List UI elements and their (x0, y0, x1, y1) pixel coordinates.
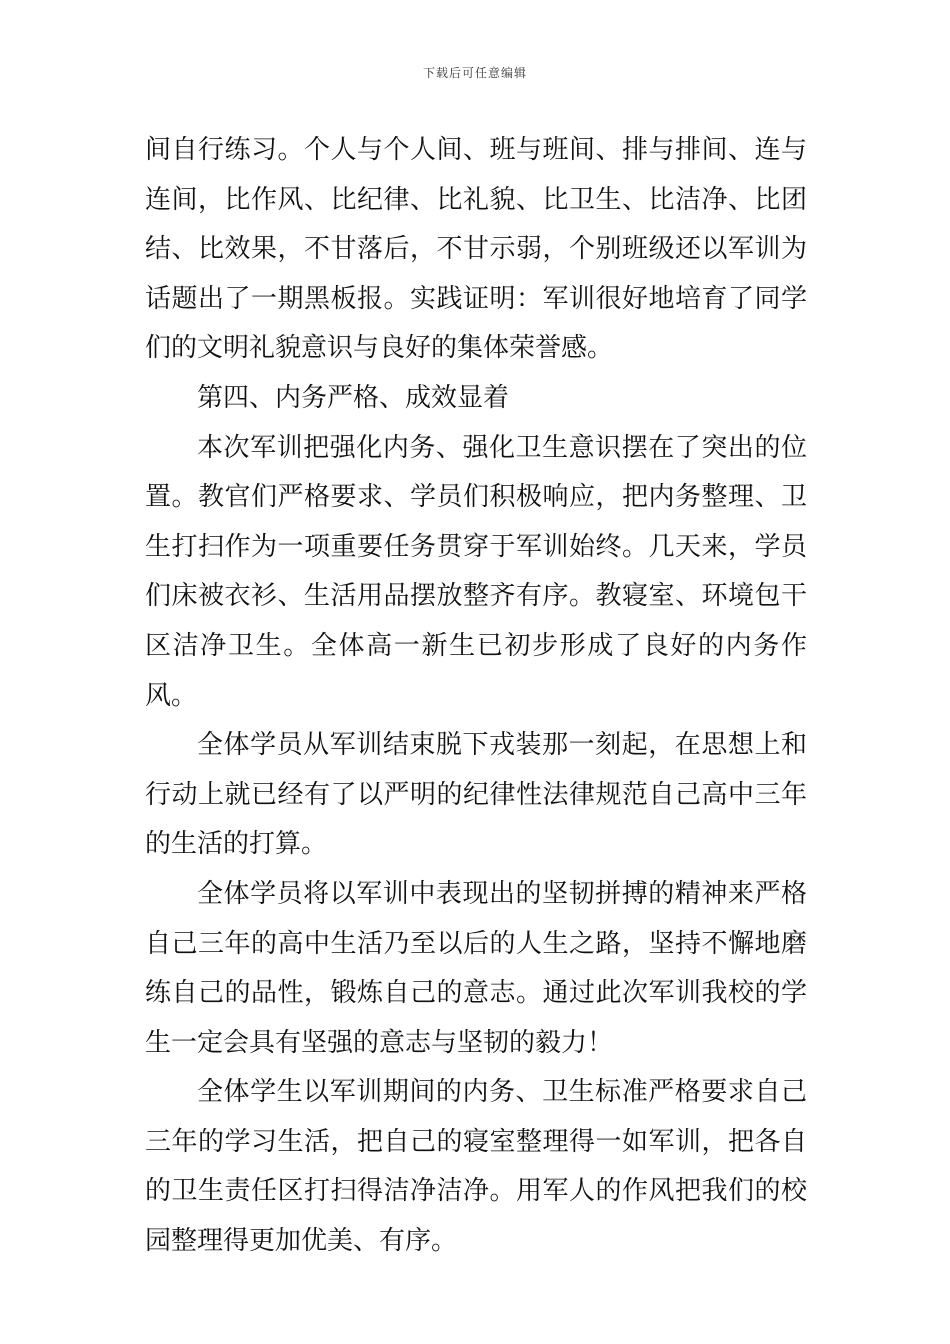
document-body (145, 126, 807, 1267)
paragraph: 全体学生以军训期间的内务、卫生标准严格要求自己三年的学习生活，把自己的寝室整理得一如军训，把各自的卫生责任区打扫得洁净洁净。用军人的作风把我们的校园整理得更加优美、有序。 (145, 1077, 807, 1257)
paragraph: 全体学员从军训结束脱下戎装那一刻起，在思想上和行动上就已经有了以严明的纪律性法律规范自己高中三年的生活的打算。 (145, 730, 807, 860)
paragraph: 本次军训把强化内务、强化卫生意识摆在了突出的位置。教官们严格要求、学员们积极响应，把内务整理、卫生打扫作为一项重要任务贯穿于军训始终。几天来，学员们床被衣衫、生活用品摆放整齐有序。教寝室、环境包干区洁净卫生。全体高一新生已初步形成了良好的内务作风。 (145, 432, 807, 711)
page-header: 下载后可任意编辑 (422, 66, 527, 80)
paragraph: 全体学员将以军训中表现出的坚韧拼搏的精神来严格自己三年的高中生活乃至以后的人生之路，坚持不懈地磨练自己的品性，锻炼自己的意志。通过此次军训我校的学生一定会具有坚强的意志与坚韧的毅力！ (145, 878, 807, 1058)
section-heading: 第四、内务严格、成效显着 (197, 382, 510, 413)
paragraph-continuation: 间自行练习。个人与个人间、班与班间、排与排间、连与连间，比作风、比纪律、比礼貌、比卫生、比洁净、比团结、比效果，不甘落后，不甘示弱，个别班级还以军训为话题出了一期黑板报。实践证明：军训很好地培育了同学们的文明礼貌意识与良好的集体荣誉感。 (145, 135, 807, 364)
